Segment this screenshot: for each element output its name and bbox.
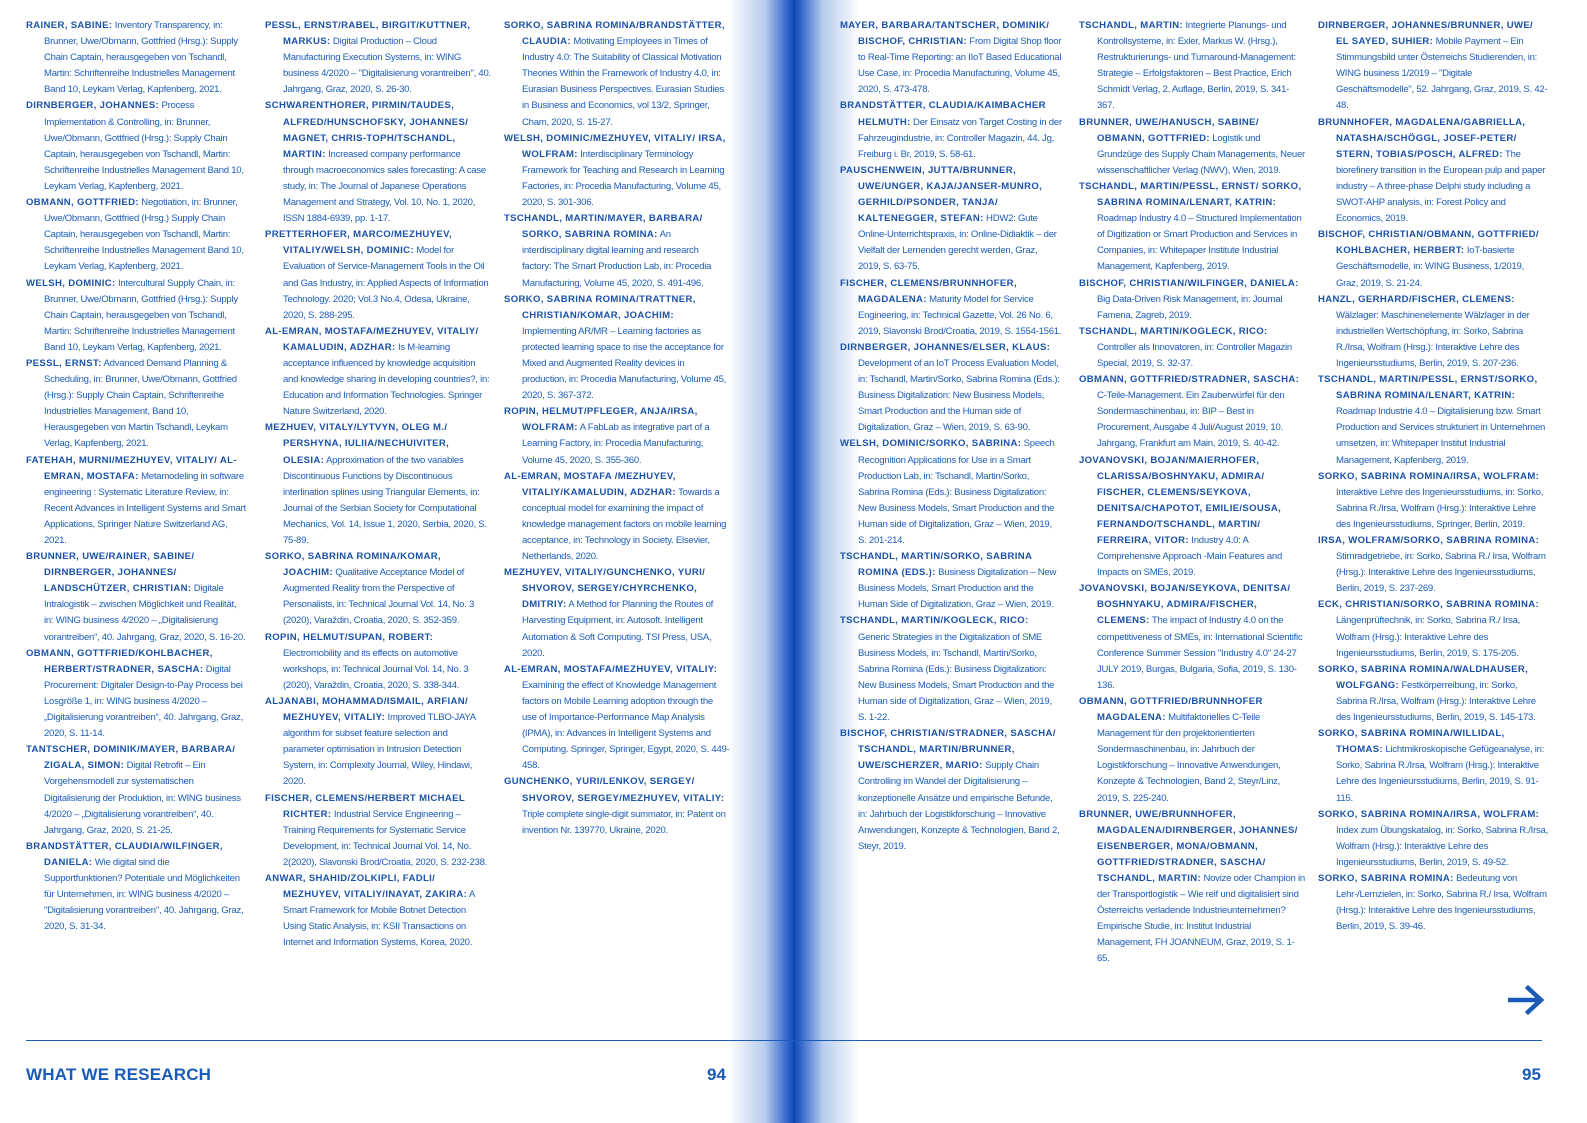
- reference-authors: BRUNNER, UWE/HANUSCH, SABINE/ OBMANN, GOTTFRIED:: [1079, 116, 1259, 144]
- reference-entry: [1079, 807, 1305, 968]
- reference-details: Novize oder Champion in der Transportlogistik – Wie reif und digitalisiert sind Österreichs verladende Industrieunternehmen? Empirische Studie, in: Institut Industrial Management, FH JOANNEUM, Graz, 2019, S. 1-65.: [1097, 872, 1305, 965]
- reference-details: Mobile Payment – Ein Stimmungsbild unter Österreichs Studierenden, in: WING business 1/2019 – "Digitale Geschäftsmodelle", 52. Jahrgang, Graz, 2019, S. 42-48.: [1336, 36, 1548, 112]
- reference-entry: [840, 163, 1062, 276]
- reference-authors: PESSL, ERNST/RABEL, BIRGIT/KUTTNER, MARKUS:: [265, 20, 471, 48]
- reference-details: Qualitative Acceptance Model of Augmented Reality from the Perspective of Personalists, in: Technical Journal Vol. 14, No. 3 (2020), Varaždin, Croatia, 2020, S. 352-359.: [283, 567, 475, 627]
- reference-details: Längenprüftechnik, in: Sorko, Sabrina R./ Irsa, Wolfram (Hrsg.): Interaktive Lehre des Ingenieursstudiums, Berlin, 2019, S. 175-205.: [1336, 615, 1521, 659]
- reference-entry: [265, 227, 491, 324]
- reference-details: Examining the effect of Knowledge Management factors on Mobile Learning adoption through the use of Importance-Performance Map Analysis (IPMA), in: Advances in Intelligent Systems and Computing. Springer, Springer, Egypt, 2020, S. 449-458.: [522, 679, 730, 772]
- reference-entry: [1079, 694, 1305, 807]
- reference-authors: SORKO, SABRINA ROMINA/BRANDSTÄTTER, CLAUDIA:: [504, 20, 725, 48]
- reference-details: Logistik und Grundzüge des Supply Chain Managements, Neuer wissenschaftlicher Verlag (NWV), Wien, 2019.: [1097, 132, 1305, 176]
- reference-entry: [26, 276, 248, 356]
- reference-entry: [504, 404, 730, 468]
- reference-entry: [26, 195, 248, 275]
- reference-details: Controller als Innovatoren, in: Controller Magazin Special, 2019, S. 32-37.: [1097, 341, 1292, 369]
- reference-entry: [1318, 807, 1548, 871]
- reference-entry: [840, 436, 1062, 549]
- reference-details: Index zum Übungskatalog, in: Sorko, Sabrina R./Irsa, Wolfram (Hrsg.): Interaktive Lehre des Ingenieursstudiums, Berlin, 2019, S. 49-52.: [1336, 824, 1548, 868]
- reference-authors: GUNCHENKO, YURI/LENKOV, SERGEY/ SHVOROV, SERGEY/MEZHUYEV, VITALIY:: [504, 776, 725, 804]
- reference-authors: ROPIN, HELMUT/PFLEGER, ANJA/IRSA, WOLFRAM:: [504, 406, 698, 434]
- reference-details: The biorefinery transition in the European pulp and paper industry – A three-phase Delphi study including a SWOT-AHP analysis, in: Forest Policy and Economics, 2019.: [1336, 148, 1546, 225]
- reference-entry: [26, 356, 248, 453]
- reference-entry: [504, 565, 730, 662]
- reference-authors: FISCHER, CLEMENS/BRUNNHOFER, MAGDALENA:: [840, 277, 1017, 305]
- reference-authors: FATEHAH, MURNI/MEZHUYEV, VITALIY/ AL-EMRAN, MOSTAFA:: [26, 454, 237, 482]
- reference-authors: TANTSCHER, DOMINIK/MAYER, BARBARA/ ZIGALA, SIMON:: [26, 744, 236, 772]
- reference-details: Speech Recognition Applications for Use in a Smart Production Lab, in: Tschandl, Martin/Sorko, Sabrina Romina (Eds.): Business Digitalization: New Business Models, Smart Production and the Human side of Digitalization, Graz – Wien, 2019, S. 201-214.: [858, 438, 1055, 546]
- reference-details: Interdisciplinary Terminology Framework for Teaching and Research in Learning Factories, in: Procedia Manufacturing, Volume 45, 2020, S. 301-306.: [522, 148, 725, 209]
- reference-authors: AL-EMRAN, MOSTAFA/MEZHUYEV, VITALIY/ KAMALUDIN, ADZHAR:: [265, 325, 479, 353]
- reference-details: Der Einsatz von Target Costing in der Fahrzeugindustrie, in: Controller Magazin, 44. Jg, Freiburg i. Br, 2019, S. 58-61.: [858, 116, 1062, 160]
- reference-entry: [1079, 324, 1305, 372]
- reference-entry: [26, 549, 248, 646]
- reference-details: Digital Retrofit – Ein Vorgehensmodell zur systematischen Digitalisierung der Produktion, in: WING business 4/2020 – „Digitalisierung vorantreiben“, 40. Jahrgang, Graz, 2020, S. 21-25.: [44, 760, 241, 836]
- reference-details: Development of an IoT Process Evaluation Model, in: Tschandl, Martin/Sorko, Sabrina Romina (Eds.): Business Digitalization: New Business Models, Smart Production and the Human side of Digitalization, Graz – Wien, 2019, S. 63-90.: [858, 357, 1060, 434]
- reference-entry: [1079, 581, 1305, 694]
- reference-authors: MAYER, BARBARA/TANTSCHER, DOMINIK/ BISCHOF, CHRISTIAN:: [840, 20, 1050, 48]
- page-94: [26, 18, 738, 1028]
- reference-entry: [1079, 276, 1305, 324]
- reference-entry: [265, 18, 491, 98]
- reference-entry: [840, 613, 1062, 726]
- reference-details: HDW2: Gute Online-Unterrichtspraxis, in: Online-Didiaktik – der Vielfalt der Lernenden gerecht werden, Graz, 2019, S. 63-75.: [858, 213, 1057, 273]
- reference-details: Supply Chain Controlling im Wandel der Digitalisierung – konzeptionelle Ansätze und empirische Befunde, in: Jahrbuch der Logistikforschung – Innovative Anwendungen, Konzepte & Technologien, Band 2, Steyr, 2019.: [858, 760, 1060, 852]
- column-6: [1318, 18, 1548, 935]
- reference-authors: JOVANOVSKI, BOJAN/SEYKOVA, DENITSA/ BOSHNYAKU, ADMIRA/FISCHER, CLEMENS:: [1079, 583, 1291, 627]
- reference-entry: [840, 276, 1062, 340]
- reference-details: The impact of Industry 4.0 on the competitiveness of SMEs, in: International Scientific Conference Summer Session "Industry 4.0" 24-27 JULY 2019, Burgas, Bulgaria, Sofia, 2019, S. 130-136.: [1097, 615, 1303, 691]
- reference-authors: PRETTERHOFER, MARCO/MEZHUYEV, VITALIY/WELSH, DOMINIC:: [265, 229, 452, 257]
- reference-details: Integrierte Planungs- und Kontrollsysteme, in: Exler, Markus W. (Hrsg.), Restrukturierungs- und Turnaround-Management: Strategie – Erfolgsfaktoren – Best Practice, Erich Schmidt Verlag, 2. Auflage, Berlin, 2019, S. 341-367.: [1097, 20, 1296, 112]
- reference-entry: [265, 694, 491, 791]
- reference-entry: [504, 469, 730, 566]
- reference-details: Industry 4.0: A Comprehensive Approach -Main Features and Impacts on SMEs, 2019.: [1097, 535, 1283, 579]
- reference-details: Festkörperreibung, in: Sorko, Sabrina R./Irsa, Wolfram (Hrsg.): Interaktive Lehre des Ingenieursstudiums, Berlin, 2019, S. 145-173.: [1336, 679, 1536, 724]
- reference-entry: [1079, 115, 1305, 179]
- reference-authors: PAUSCHENWEIN, JUTTA/BRUNNER, UWE/UNGER, KAJA/JANSER-MUNRO, GERHILD/PSONDER, TANJA/ KALTENEGGER, STEFAN:: [840, 164, 1043, 225]
- reference-authors: SORKO, SABRINA ROMINA/WILLIDAL, THOMAS:: [1318, 728, 1505, 756]
- reference-entry: [265, 630, 491, 694]
- reference-authors: BRUNNER, UWE/BRUNNHOFER, MAGDALENA/DIRNBERGER, JOHANNES/ EISENBERGER, MONA/OBMANN, GOTTFRIED/STRADNER, SASCHA/ TSCHANDL, MARTIN:: [1079, 808, 1298, 884]
- reference-entry: [265, 791, 491, 871]
- reference-details: Interaktive Lehre des Ingenieursstudiums, in: Sorko, Sabrina R./Irsa, Wolfram (Hrsg.): Interaktive Lehre des Ingenieursstudiums, Springer, Berlin, 2019.: [1336, 486, 1544, 530]
- reference-entry: [1318, 469, 1548, 533]
- column-3: [504, 18, 730, 839]
- reference-details: Implementing AR/MR – Learning factories as protected learning space to rise the acceptance for Mixed and Augmented Reality devices in production, in: Procedia Manufacturing, Volume 45, 2020, S. 367-372.: [522, 325, 727, 402]
- footer-rule: [26, 1040, 1542, 1041]
- book-gutter: [793, 0, 795, 1123]
- arrow-right-icon[interactable]: [1508, 985, 1546, 1015]
- reference-authors: AL-EMRAN, MOSTAFA /MEZHUYEV, VITALIY/KAMALUDIN, ADZHAR:: [504, 470, 676, 498]
- reference-entry: [1318, 597, 1548, 661]
- reference-entry: [840, 340, 1062, 437]
- reference-details: Generic Strategies in the Digitalization of SME Business Models, in: Tschandl, Martin/Sorko, Sabrina Romina (Eds.): Business Digitalization: New Business Models, Smart Production and the Human side of Digitalization, Graz – Wien, 2019, S. 1-22.: [858, 631, 1055, 724]
- reference-details: Digital Procurement: Digitaler Design-to-Pay Process bei Losgröße 1, in: WING business 4/2020 – „Digitalisierung vorantreiben“, 40. Jahrgang, Graz, 2020, S. 11-14.: [44, 663, 243, 740]
- reference-authors: BISCHOF, CHRISTIAN/OBMANN, GOTTFRIED/ KOHLBACHER, HERBERT:: [1318, 229, 1539, 257]
- reference-authors: TSCHANDL, MARTIN/SORKO, SABRINA ROMINA (EDS.):: [840, 551, 1032, 579]
- page-95: [840, 18, 1564, 1028]
- reference-authors: SORKO, SABRINA ROMINA/WALDHAUSER, WOLFGANG:: [1318, 663, 1529, 691]
- reference-authors: ANWAR, SHAHID/ZOLKIPLI, FADLI/ MEZHUYEV, VITALIY/INAYAT, ZAKIRA:: [265, 872, 468, 901]
- reference-details: From Digital Shop floor to Real-Time Reporting: an IIoT Based Educational Use Case, in: Procedia Manufacturing, Volume 45, 2020, S. 473-478.: [858, 36, 1062, 96]
- section-title: WHAT WE RESEARCH: [26, 1065, 212, 1084]
- reference-details: Big Data-Driven Risk Management, in: Journal Famena, Zagreb, 2019.: [1097, 293, 1283, 321]
- reference-details: Model for Evaluation of Service-Management Tools in the Oil and Gas Industry, in: Applied Aspects of Information Technology. 2020; Vol.3 No.4, Odesa, Ukraine, 2020, S. 288-295.: [283, 245, 489, 321]
- reference-entry: [265, 871, 491, 951]
- reference-authors: DIRNBERGER, JOHANNES/ELSER, KLAUS:: [840, 341, 1051, 353]
- reference-entry: [504, 211, 730, 291]
- reference-authors: ALJANABI, MOHAMMAD/ISMAIL, ARFIAN/ MEZHUYEV, VITALIY:: [265, 695, 469, 724]
- reference-entry: [1079, 179, 1305, 276]
- reference-details: Business Digitalization – New Business Models, Smart Production and the Human Side of Digitalization, Graz – Wien, 2019.: [858, 567, 1057, 611]
- reference-entry: [265, 420, 491, 549]
- reference-details: A Smart Framework for Mobile Botnet Detection Using Static Analysis, in: KSII Transactions on Internet and Information Systems, Korea, 2020.: [283, 889, 475, 949]
- reference-entry: [1318, 227, 1548, 291]
- reference-details: Is M-learning acceptance influenced by knowledge acquisition and knowledge sharing in developing countries?, in: Education and Information Technologies. Springer Nature Switzerland, 2020.: [283, 341, 490, 418]
- reference-entry: [840, 726, 1062, 855]
- reference-entry: [504, 131, 730, 211]
- reference-entry: [840, 98, 1062, 162]
- reference-authors: IRSA, WOLFRAM/SORKO, SABRINA ROMINA:: [1318, 535, 1540, 546]
- reference-authors: SCHWARENTHORER, PIRMIN/TAUDES, ALFRED/HUNSCHOFSKY, JOHANNES/ MAGNET, CHRIS-TOPH/TSCHANDL, MARTIN:: [265, 100, 469, 160]
- reference-entry: [840, 18, 1062, 98]
- reference-details: Electromobility and its effects on automotive workshops, in: Technical Journal Vol. 14, No. 3 (2020), Varaždin, Croatia, 2020, S. 338-344.: [283, 647, 469, 691]
- reference-authors: SORKO, SABRINA ROMINA/TRATTNER, CHRISTIAN/KOMAR, JOACHIM:: [504, 293, 696, 321]
- reference-entry: [26, 742, 248, 839]
- reference-authors: TSCHANDL, MARTIN/PESSL, ERNST/SORKO, SABRINA ROMINA/LENART, KATRIN:: [1318, 374, 1538, 402]
- reference-entry: [1318, 115, 1548, 228]
- reference-entry: [1318, 662, 1548, 726]
- reference-entry: [1318, 372, 1548, 469]
- reference-details: Motivating Employees in Times of Industry 4.0: The Suitability of Classical Motivation Theories Within the Framework of Industry 4.0, in: Eurasian Business Perspectives. Eurasian Studies in Business and Economics, vol 13/2, Springer, Cham, 2020, S. 15-27.: [522, 36, 724, 128]
- reference-authors: OBMANN, GOTTFRIED/BRUNNHOFER MAGDALENA:: [1079, 695, 1263, 724]
- column-1: [26, 18, 248, 935]
- reference-details: Triple complete single-digit summator, in: Patent on invention Nr. 139770, Ukraine, 2020.: [522, 808, 726, 836]
- reference-authors: HANZL, GERHARD/FISCHER, CLEMENS:: [1318, 293, 1515, 305]
- reference-entry: [1079, 453, 1305, 582]
- reference-authors: SORKO, SABRINA ROMINA:: [1318, 872, 1454, 884]
- reference-authors: ECK, CHRISTIAN/SORKO, SABRINA ROMINA:: [1318, 599, 1540, 611]
- reference-details: A FabLab as integrative part of a Learning Factory, in: Procedia Manufacturing, Volume 45, 2020, S. 355-360.: [522, 422, 710, 466]
- reference-details: IoT-basierte Geschäftsmodelle, in: WING Business, 1/2019, Graz, 2019, S. 21-24.: [1336, 245, 1524, 289]
- reference-authors: BRANDSTÄTTER, CLAUDIA/KAIMBACHER HELMUTH:: [840, 100, 1046, 128]
- page-number-right: 95: [1522, 1065, 1541, 1084]
- reference-details: Negotiation, in: Brunner, Uwe/Obmann, Gottfried (Hrsg.) Supply Chain Captain, herausgegeben von Tschandl, Martin: Schriftenreihe Industrielles Management Band 10, Leykam Verlag, Kapfenberg, 2021.: [44, 197, 244, 273]
- reference-authors: BRUNNER, UWE/RAINER, SABINE/ DIRNBERGER, JOHANNES/ LANDSCHÜTZER, CHRISTIAN:: [26, 551, 195, 595]
- reference-entry: [26, 839, 248, 936]
- reference-entry: [840, 549, 1062, 613]
- reference-entry: [26, 18, 248, 98]
- page-number-left: 94: [707, 1065, 726, 1084]
- reference-entry: [26, 453, 248, 550]
- reference-details: Wie digital sind die Supportfunktionen? Potentiale und Möglichkeiten für Unternehmen, in: WING business 4/2020 – "Digitalisierung vorantreiben", 40. Jahrgang, Graz, 2020, S. 31-34.: [44, 856, 244, 933]
- reference-authors: PESSL, ERNST:: [26, 357, 102, 369]
- reference-details: Approximation of the two variables Discontinuous Functions by Discontinuous interlination splines using Triangular Elements, in: Journal of the Serbian Society for Computational Mechanics, Vol. 14, Issue 1, 2020, Serbia, 2020, S. 75-89.: [283, 454, 487, 546]
- reference-details: Advanced Demand Planning & Scheduling, in: Brunner, Uwe/Obmann, Gottfried (Hrsg.): Supply Chain Captain, Schriftenreihe Industrielles Management, Band 10, Herausgegeben von Martin Tschandl, Leykam Verlag, Kapfenberg, 2021.: [44, 357, 237, 450]
- reference-details: Multifaktorielles C-Teile Management für den projektorientierten Sondermaschinenbau, in: Jahrbuch der Logistikforschung – Innovative Anwendungen, Konzepte & Technologien, Band 2, Steyr/Linz, 2019, S. 225-240.: [1097, 712, 1281, 804]
- reference-authors: WELSH, DOMINIC/MEZHUYEV, VITALIY/ IRSA, WOLFRAM:: [504, 132, 726, 160]
- reference-authors: JOVANOVSKI, BOJAN/MAIERHOFER, CLARISSA/BOSHNYAKU, ADMIRA/ FISCHER, CLEMENS/SEYKOVA, DENITSA/CHAPOTOT, EMILIE/SOUSA, FERNANDO/TSCHANDL, MARTIN/ FERREIRA, VITOR:: [1079, 454, 1282, 546]
- reference-authors: BISCHOF, CHRISTIAN/STRADNER, SASCHA/ TSCHANDL, MARTIN/BRUNNER, UWE/SCHERZER, MARIO:: [840, 728, 1056, 772]
- reference-authors: TSCHANDL, MARTIN/KOGLECK, RICO:: [840, 615, 1029, 627]
- reference-details: Digitale Intralogistik – zwischen Möglichkeit und Realität, in: WING business 4/2020 – „Digitalisierung vorantreiben“, 40. Jahrgang, Graz, 2020, S. 16-20.: [44, 583, 246, 643]
- reference-entry: [265, 549, 491, 629]
- reference-authors: OBMANN, GOTTFRIED/STRADNER, SASCHA:: [1079, 374, 1300, 386]
- reference-authors: TSCHANDL, MARTIN:: [1079, 20, 1184, 31]
- reference-details: Towards a conceptual model for examining the impact of knowledge management factors on mobile learning acceptance, in: Technology in Society. Elsevier, Netherlands, 2020.: [522, 486, 727, 563]
- reference-authors: MEZHUYEV, VITALIY/GUNCHENKO, YURI/ SHVOROV, SERGEY/CHYRCHENKO, DMITRIY:: [504, 567, 706, 611]
- reference-details: Industrial Service Engineering – Training Requirements for Systematic Service Development, in: Technical Journal Vol. 14, No. 2(2020), Slavonski Brod/Croatia, 2020, S. 232-238.: [283, 808, 488, 868]
- reference-details: Maturity Model for Service Engineering, in: Technical Gazette, Vol. 26 No. 6, 2019, Slavonski Brod/Croatia, 2019, S. 1554-1561.: [858, 293, 1062, 337]
- reference-authors: BISCHOF, CHRISTIAN/WILFINGER, DANIELA:: [1079, 277, 1299, 289]
- reference-details: Bedeutung von Lehr-/Lernzielen, in: Sorko, Sabrina R./ Irsa, Wolfram (Hrsg.): Interaktive Lehre des Ingenieursstudiums, Berlin, 2019, S. 39-46.: [1336, 872, 1547, 933]
- reference-authors: TSCHANDL, MARTIN/MAYER, BARBARA/ SORKO, SABRINA ROMINA:: [504, 213, 703, 241]
- reference-details: An interdisciplinary digital learning and research factory: The Smart Production Lab, in: Procedia Manufacturing, Volume 45, 2020, S. 491-496.: [522, 229, 712, 289]
- reference-details: Inventory Transparency, in: Brunner, Uwe/Obmann, Gottfried (Hrsg.): Supply Chain Captain, herausgegeben von Tschandl, Martin: Schriftenreihe Industrielles Management Band 10, Leykam Verlag, Kapfenberg, 2021.: [44, 20, 238, 96]
- reference-authors: MEZHUEV, VITALY/LYTVYN, OLEG M./ PERSHYNA, IULIIA/NECHUIVITER, OLESIA:: [265, 422, 450, 466]
- reference-entry: [265, 324, 491, 421]
- reference-authors: WELSH, DOMINIC/SORKO, SABRINA:: [840, 438, 1022, 450]
- reference-authors: AL-EMRAN, MOSTAFA/MEZHUYEV, VITALIY:: [504, 663, 718, 675]
- reference-authors: TSCHANDL, MARTIN/KOGLECK, RICO:: [1079, 325, 1268, 337]
- reference-details: Digital Production – Cloud Manufacturing Execution Systems, in: WING business 4/2020 – "Digitalisierung vorantreiben", 40. Jahrgang, Graz, 2020, S. 26-30.: [283, 36, 491, 96]
- reference-details: Increased company performance through macroeconomics sales forecasting: A case study, in: The Journal of Japanese Operations Management and Strategy, Vol. 10, No. 1, 2020, ISSN 1884-6939, pp. 1-17.: [283, 148, 486, 225]
- reference-entry: [1318, 292, 1548, 372]
- reference-entry: [26, 646, 248, 743]
- reference-entry: [265, 98, 491, 227]
- reference-details: Improved TLBO-JAYA algorithm for subset feature selection and parameter optimisation in Intrusion Detection System, in: Complexity Journal, Wiley, Hindawi, 2020.: [283, 712, 476, 788]
- reference-details: Roadmap Industrie 4.0 – Digitalisierung bzw. Smart Production and Services strukturiert in Unternehmen umsetzen, in: Whitepaper Institut Industrial Management, Kapfenberg, 2019.: [1336, 406, 1546, 466]
- column-4: [840, 18, 1062, 855]
- reference-authors: SORKO, SABRINA ROMINA/KOMAR, JOACHIM:: [265, 551, 441, 579]
- reference-details: Lichtmikroskopische Gefügeanalyse, in: Sorko, Sabrina R./Irsa, Wolfram (Hrsg.): Interaktive Lehre des Ingenieursstudiums, Berlin, 2019, S. 91-115.: [1336, 744, 1545, 804]
- reference-details: Wälzlager: Maschinenelemente Wälzlager in der industriellen Wertschöpfung, in: Sorko, Sabrina R./Irsa, Wolfram (Hrsg.): Interaktive Lehre des Ingenieursstudiums, Berlin, 2019, S. 207-236.: [1336, 309, 1530, 369]
- reference-entry: [504, 662, 730, 775]
- reference-authors: SORKO, SABRINA ROMINA/IRSA, WOLFRAM:: [1318, 470, 1540, 482]
- reference-authors: OBMANN, GOTTFRIED:: [26, 197, 139, 209]
- reference-authors: ROPIN, HELMUT/SUPAN, ROBERT:: [265, 631, 434, 643]
- reference-details: Metamodeling in software engineering : Systematic Literature Review, in: Recent Advances in Intelligent Systems and Smart Applications, Springer Nature Switzerland AG, 2021.: [44, 470, 246, 546]
- reference-entry: [1318, 18, 1548, 115]
- reference-entry: [504, 18, 730, 131]
- reference-details: Intercultural Supply Chain, in: Brunner, Uwe/Obmann, Gottfried (Hrsg.): Supply Chain Captain, herausgegeben von Tschandl, Martin: Schriftenreihe Industrielles Management Band 10, Leykam Verlag, Kapfenberg, 2021.: [44, 277, 238, 353]
- reference-entry: [504, 292, 730, 405]
- reference-entry: [26, 98, 248, 195]
- reference-authors: FISCHER, CLEMENS/HERBERT MICHAEL RICHTER:: [265, 792, 465, 820]
- reference-details: A Method for Planning the Routes of Harvesting Equipment, in: Autosoft. Intelligent Automation & Soft Computing. TSI Press, USA, 2020.: [522, 599, 714, 659]
- reference-details: C-Teile-Management. Ein Zauberwürfel für den Sondermaschinenbau, in: BIP – Best in Procurement, Ausgabe 4 Juli/August 2019, 10. Jahrgang, Frankfurt am Main, 2019, S. 40-42.: [1097, 390, 1285, 450]
- reference-authors: DIRNBERGER, JOHANNES:: [26, 100, 160, 112]
- reference-authors: TSCHANDL, MARTIN/PESSL, ERNST/ SORKO, SABRINA ROMINA/LENART, KATRIN:: [1079, 180, 1302, 209]
- reference-entry: [1079, 18, 1305, 115]
- reference-entry: [1318, 533, 1548, 597]
- reference-entry: [1318, 726, 1548, 806]
- reference-entry: [1079, 372, 1305, 452]
- reference-authors: RAINER, SABINE:: [26, 20, 113, 31]
- reference-entry: [1318, 871, 1548, 935]
- reference-authors: DIRNBERGER, JOHANNES/BRUNNER, UWE/ EL SAYED, SUHIER:: [1318, 20, 1534, 48]
- column-5: [1079, 18, 1305, 968]
- reference-entry: [504, 774, 730, 838]
- reference-authors: BRUNNHOFER, MAGDALENA/GABRIELLA, NATASHA/SCHÖGGL, JOSEF-PETER/ STERN, TOBIAS/POSCH, ALFRED:: [1318, 116, 1526, 160]
- reference-details: Stirnradgetriebe, in: Sorko, Sabrina R./ Irsa, Wolfram (Hrsg.): Interaktive Lehre des Ingenieursstudiums, Berlin, 2019, S. 237-269.: [1336, 551, 1546, 595]
- reference-authors: BRANDSTÄTTER, CLAUDIA/WILFINGER, DANIELA:: [26, 840, 223, 868]
- reference-details: Process Implementation & Controlling, in: Brunner, Uwe/Obmann, Gottfried (Hrsg.): Supply Chain Captain, herausgegeben von Tschandl, Martin: Schriftenreihe Industrielles Management Band 10, Leykam Verlag, Kapfenberg, 2021.: [44, 100, 244, 192]
- reference-details: Roadmap Industry 4.0 – Structured Implementation of Digitization or Smart Production and Services in Companies, in: Whitepaper Institute Industrial Management, Kapfenberg, 2019.: [1097, 213, 1302, 273]
- reference-authors: OBMANN, GOTTFRIED/KOHLBACHER, HERBERT/STRADNER, SASCHA:: [26, 647, 213, 675]
- column-2: [265, 18, 491, 951]
- reference-authors: WELSH, DOMINIC:: [26, 277, 116, 289]
- reference-authors: SORKO, SABRINA ROMINA/IRSA, WOLFRAM:: [1318, 808, 1540, 820]
